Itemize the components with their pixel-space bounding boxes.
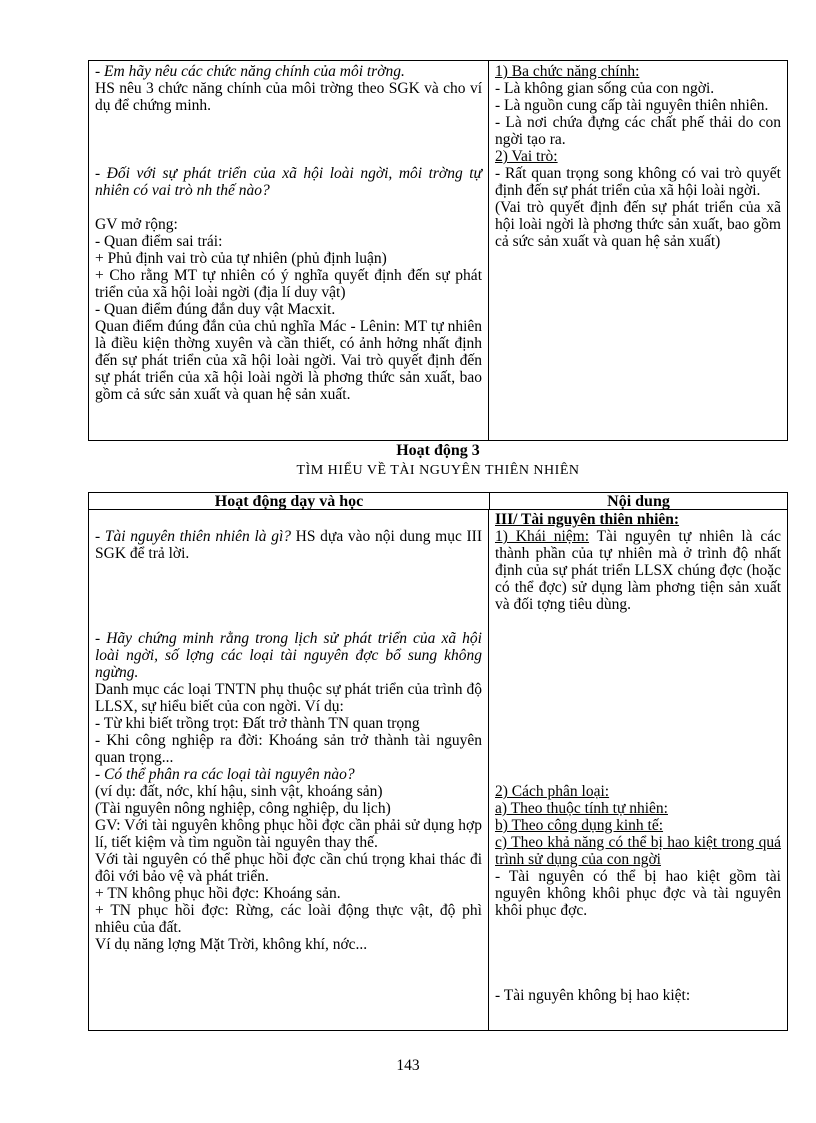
paragraph: + Phủ định vai trò của tự nhiên (phủ định luận) (95, 250, 387, 267)
section-subtitle: TÌM HIỂU VỀ TÀI NGUYÊN THIÊN NHIÊN (296, 463, 580, 478)
paragraph: - Quan điểm đúng đắn duy vật Macxit. (95, 301, 336, 318)
paragraph: - Có thể phân ra các loại tài nguyên nào? (95, 766, 355, 783)
paragraph: - Là nơi chứa đựng các chất phế thải do con ngời tạo ra. (495, 114, 781, 148)
paragraph: (Tài nguyên nông nghiệp, công nghiệp, du lịch) (95, 800, 391, 817)
spacer (95, 199, 482, 216)
paragraph: + Cho rằng MT tự nhiên có ý nghĩa quyết định đến sự phát triển của xã hội loài ngời (địa lí duy vật) (95, 267, 482, 301)
table-activity-2 (88, 60, 788, 441)
paragraph: - Quan điểm sai trái: (95, 233, 223, 250)
table2-left-column (89, 509, 489, 1030)
paragraph: (ví dụ: đất, nớc, khí hậu, sinh vật, khoáng sản) (95, 783, 383, 800)
paragraph: III/ Tài nguyên thiên nhiên: (495, 511, 680, 528)
paragraph: 1) Ba chức năng chính: (495, 63, 640, 80)
paragraph: c) Theo khả năng có thể bị hao kiệt trong quá trình sử dụng của con ngời (495, 834, 781, 868)
spacer (495, 919, 781, 987)
paragraph: - Đối với sự phát triển của xã hội loài ngời, môi trờng tự nhiên có vai trò nh thế nào? (95, 165, 482, 199)
answer-text: HS dựa vào nội dung mục III SGK để trả lời. (95, 528, 482, 562)
paragraph (95, 528, 482, 562)
paragraph: - Hãy chứng minh rằng trong lịch sử phát triển của xã hội loài ngời, số lợng các loại tài nguyên đợc bổ sung không ngừng. (95, 630, 482, 681)
paragraph (495, 528, 781, 613)
paragraph: - Tài nguyên không bị hao kiệt: (495, 987, 691, 1004)
paragraph: Danh mục các loại TNTN phụ thuộc sự phát triển của trình độ LLSX, sự hiểu biết của con ngời. Ví dụ: (95, 681, 482, 715)
paragraph: a) Theo thuộc tính tự nhiên: (495, 800, 668, 817)
paragraph: 2) Cách phân loại: (495, 783, 610, 800)
spacer (95, 114, 482, 165)
table2-header-right: Nội dung (607, 493, 670, 510)
paragraph: - Em hãy nêu các chức năng chính của môi trờng. (95, 63, 405, 80)
paragraph: + TN phục hồi đợc: Rừng, các loài động thực vật, độ phì nhiêu của đất. (95, 902, 482, 936)
lead-body: Tài nguyên tự nhiên là các thành phần của tự nhiên mà ở trình độ nhất định của sự phát triển LLSX chúng đợc (hoặc có thể đợc) sử dụng làm phơng tiện sản xuất và đối tợng tiêu dùng. (495, 528, 781, 613)
paragraph: - Từ khi biết trồng trọt: Đất trở thành TN quan trọng (95, 715, 420, 732)
paragraph: - Là không gian sống của con ngời. (495, 80, 715, 97)
section-title: Hoạt động 3 (396, 442, 480, 459)
table2-header-row (88, 492, 788, 510)
table1-left-column (89, 61, 489, 440)
spacer (495, 613, 781, 783)
paragraph: b) Theo công dụng kinh tế: (495, 817, 664, 834)
question-text: - Tài nguyên thiên nhiên là gì? (95, 528, 291, 545)
table1-right-column (489, 61, 787, 440)
lead-label: 1) Khái niệm: (495, 528, 590, 545)
paragraph: Ví dụ năng lợng Mặt Trời, không khí, nớc... (95, 936, 368, 953)
paragraph: Với tài nguyên có thể phục hồi đợc cần chú trọng khai thác đi đôi với bảo vệ và phát triển. (95, 851, 482, 885)
spacer (95, 562, 482, 630)
paragraph: - Khi công nghiệp ra đời: Khoáng sản trở thành tài nguyên quan trọng... (95, 732, 482, 766)
paragraph: HS nêu 3 chức năng chính của môi trờng theo SGK và cho ví dụ để chứng minh. (95, 80, 482, 114)
paragraph: (Vai trò quyết định đến sự phát triển của xã hội loài ngời là phơng thức sản xuất, bao gồm cả sức sản xuất và quan hệ sản xuất) (495, 199, 781, 250)
paragraph: GV mở rộng: (95, 216, 178, 233)
paragraph: - Tài nguyên có thể bị hao kiệt gồm tài nguyên không khôi phục đợc và tài nguyên khôi phục đợc. (495, 868, 781, 919)
paragraph: - Rất quan trọng song không có vai trò quyết định đến sự phát triển của xã hội loài ngời. (495, 165, 781, 199)
paragraph: + TN không phục hồi đợc: Khoáng sản. (95, 885, 341, 902)
paragraph: - Là nguồn cung cấp tài nguyên thiên nhiên. (495, 97, 769, 114)
page-number: 143 (396, 1057, 420, 1074)
table-activity-3 (88, 509, 788, 1031)
paragraph: GV: Với tài nguyên không phục hồi đợc cần phải sử dụng hợp lí, tiết kiệm và tìm nguồn tài nguyên thay thế. (95, 817, 482, 851)
table2-right-column (489, 509, 787, 1030)
spacer (95, 511, 482, 528)
paragraph: Quan điểm đúng đắn của chủ nghĩa Mác - Lênin: MT tự nhiên là điều kiện thờng xuyên và cần thiết, có ảnh hởng nhất định đến sự phát triển của xã hội loài ngời. Vai trò quyết định đến sự phát triển của xã hội loài ngời là phơng thức sản xuất, bao gồm cả sức sản xuất và quan hệ sản xuất. (95, 318, 482, 403)
paragraph: 2) Vai trò: (495, 148, 558, 165)
table2-header-left: Hoạt động dạy và học (89, 493, 490, 509)
